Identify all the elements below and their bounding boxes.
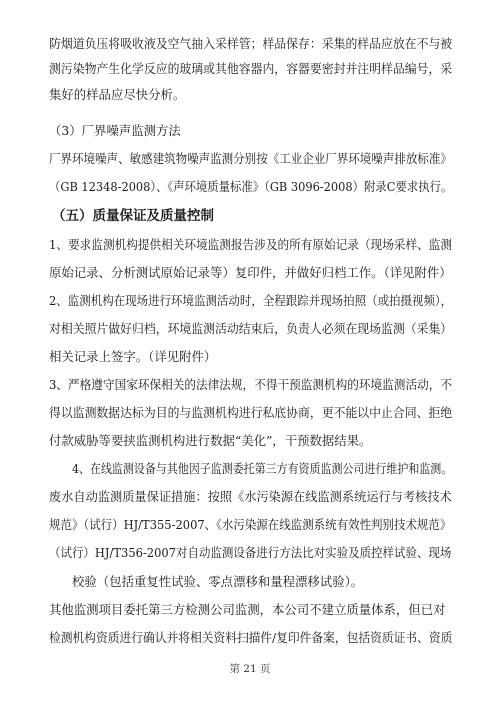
text-line-18: （试行）HJ/T356-2007对自动监测设备进行方法比对实验及质控样试验、现场	[49, 545, 452, 560]
text-line-12: 3、严格遵守国家环保相关的法律法规，不得干预监测机构的环境监测活动，不	[49, 377, 452, 392]
text-line-21: 检测机构资质进行确认并将相关资料扫描件/复印件备案，包括资质证书、资质	[49, 630, 453, 645]
text-line-20: 其他监测项目委托第三方检测公司监测，本公司不建立质量体系，但已对	[49, 602, 446, 617]
page-number: 第 21 页	[229, 663, 271, 675]
text-line-15: 4、在线监测设备与其他因子监测委托第三方有资质监测公司进行维护和监测。	[72, 461, 453, 476]
text-line-14: 付款威胁等要挟监测机构进行数据“美化”，干预数据结果。	[49, 433, 372, 448]
text-line-16: 废水自动监测质量保证措施：按照《水污染源在线监测系统运行与考核技术	[49, 489, 452, 504]
text-line-5: 厂界环境噪声、敏感建筑物噪声监测分别按《工业企业厂界环境噪声排放标准》	[49, 151, 452, 166]
text-line-7: 1、要求监测机构提供相关环境监测报告涉及的所有原始记录（现场采样、监测	[49, 237, 452, 252]
text-line-8: 原始记录、分析测试原始记录等）复印件，并做好归档工作。（详见附件）	[49, 265, 452, 280]
text-line-6: （GB 12348-2008）、《声环境质量标准》（GB 3096-2008）附录C要求执行。	[49, 179, 453, 194]
text-line-11: 相关记录上签字。（详见附件）	[49, 349, 217, 364]
text-line-9: 2、监测机构在现场进行环境监测活动时，全程跟踪并现场拍照（或拍摄视频），	[49, 293, 453, 308]
text-line-1: 防烟道负压将吸收液及空气抽入采样管；样品保存：采集的样品应放在不与被	[49, 36, 453, 51]
text-line-17: 规范》（试行）HJ/T355-2007、《水污染源在线监测系统有效性判别技术规范》	[49, 517, 452, 532]
text-line-3: 集好的样品应尽快分析。	[49, 87, 186, 102]
section-heading: （五）质量保证及质量控制	[52, 208, 214, 224]
text-line-19: 校验（包括重复性试验、零点漂移和量程漂移试验）。	[72, 574, 364, 589]
text-line-10: 对相关照片做好归档，环境监测活动结束后，负责人必须在现场监测（采集）	[49, 321, 453, 336]
text-line-13: 得以监测数据达标为目的与监测机构进行私底协商，更不能以中止合同、拒绝	[49, 405, 453, 420]
text-line-2: 测污染物产生化学反应的玻璃或其他容器内，容器要密封并注明样品编号，采	[49, 61, 453, 76]
text-line-4: （3）厂界噪声监测方法	[49, 123, 181, 138]
